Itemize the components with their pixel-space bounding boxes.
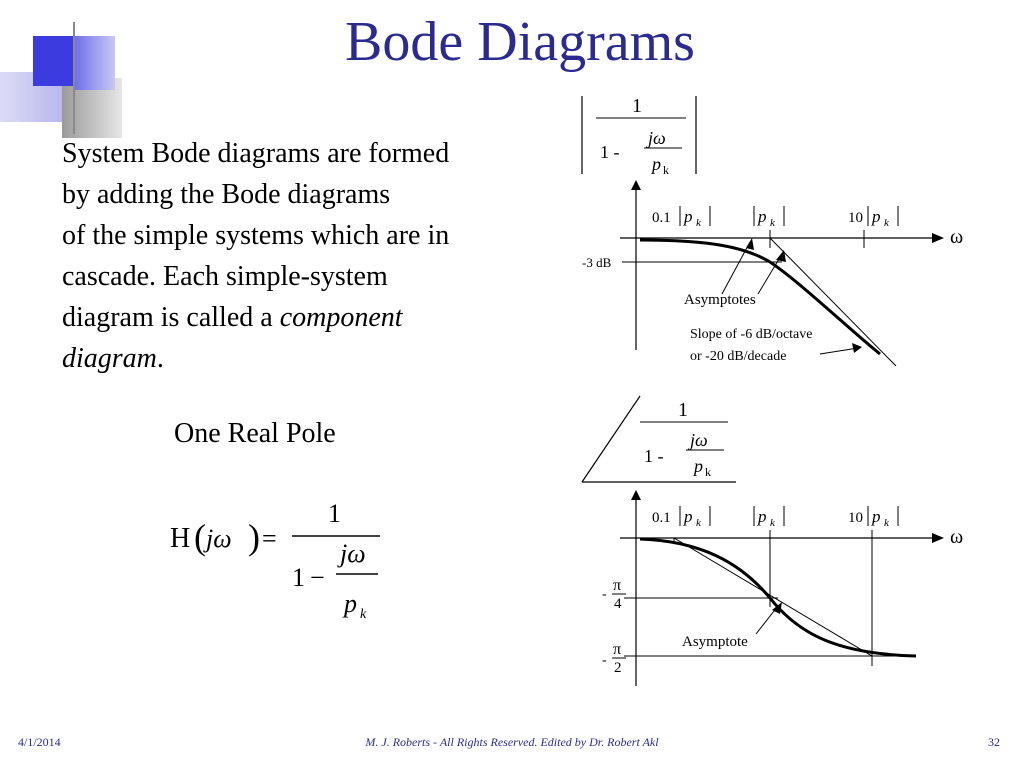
annotation-arrowhead bbox=[852, 343, 862, 353]
annotation-arrow bbox=[820, 348, 858, 354]
y-axis-arrow bbox=[631, 490, 641, 500]
body-text: diagram is called a bbox=[62, 302, 280, 333]
phase-minus: - bbox=[602, 653, 607, 668]
footer-date: 4/1/2014 bbox=[18, 735, 61, 749]
x-axis-arrow bbox=[932, 233, 944, 243]
tick-k: k bbox=[770, 217, 775, 229]
phase-bode-plot bbox=[560, 392, 980, 688]
tick-label: 10 bbox=[848, 510, 863, 526]
header-numerator: 1 bbox=[678, 399, 688, 421]
footer-credit: M. J. Roberts - All Rights Reserved. Edited by Dr. Robert Akl bbox=[365, 735, 659, 749]
formula-p: p bbox=[344, 589, 357, 618]
body-line bbox=[62, 297, 582, 338]
phase-pi: π bbox=[613, 577, 622, 594]
x-axis-arrow bbox=[932, 533, 944, 543]
tick-k: k bbox=[884, 217, 889, 229]
tick-label: 10 bbox=[848, 210, 863, 226]
body-paragraph bbox=[62, 133, 582, 379]
formula-paren: ( bbox=[194, 517, 206, 557]
header-k: k bbox=[705, 465, 711, 479]
body-line: of the simple systems which are in bbox=[62, 220, 450, 251]
header-k: k bbox=[663, 163, 669, 177]
formula-numerator: 1 bbox=[328, 499, 341, 528]
body-line: cascade. Each simple-system bbox=[62, 261, 388, 292]
tick-k: k bbox=[696, 517, 701, 529]
slope-label: Slope of -6 dB/octave bbox=[690, 327, 813, 342]
asymptotes-label: Asymptotes bbox=[684, 292, 756, 308]
page-number: 32 bbox=[988, 735, 1000, 749]
formula-subscript: k bbox=[360, 607, 367, 622]
formula-jw: jω bbox=[340, 539, 366, 568]
emphasis-text: component bbox=[279, 302, 403, 333]
formula-lhs: H bbox=[170, 523, 191, 554]
tick-p: p bbox=[684, 507, 693, 526]
header-p: p bbox=[694, 456, 703, 476]
slide-title: Bode Diagrams bbox=[345, 11, 695, 73]
tick-p: p bbox=[758, 507, 767, 526]
body-line: by adding the Bode diagrams bbox=[62, 179, 391, 210]
annotation-arrowhead bbox=[746, 238, 754, 250]
formula-one: 1 bbox=[292, 563, 305, 592]
tick-k: k bbox=[696, 217, 701, 229]
asymptote-label: Asymptote bbox=[682, 634, 748, 650]
phase-denominator: 4 bbox=[614, 596, 622, 612]
body-line bbox=[62, 338, 582, 379]
section-label: One Real Pole bbox=[174, 418, 336, 449]
header-jw: jω bbox=[648, 128, 666, 148]
omega-label: ω bbox=[950, 526, 964, 548]
header-one-minus: 1 - bbox=[600, 142, 620, 162]
emphasis-text: diagram bbox=[62, 343, 157, 374]
slope-label: or -20 dB/decade bbox=[690, 349, 787, 364]
y-axis-arrow bbox=[631, 180, 641, 190]
header-one-minus: 1 - bbox=[644, 446, 664, 466]
tick-p: p bbox=[684, 207, 693, 226]
header-p: p bbox=[652, 154, 661, 174]
phase-pi: π bbox=[613, 641, 622, 658]
tick-label: 0.1 bbox=[652, 210, 671, 226]
tick-p: p bbox=[872, 207, 881, 226]
angle-symbol bbox=[582, 396, 640, 482]
header-jw: jω bbox=[690, 430, 708, 450]
header-numerator: 1 bbox=[632, 95, 642, 117]
annotation-arrowhead bbox=[776, 250, 786, 262]
tick-p: p bbox=[758, 207, 767, 226]
transfer-function-formula bbox=[168, 492, 408, 632]
phase-denominator: 2 bbox=[614, 660, 622, 676]
body-line: System Bode diagrams are formed bbox=[62, 138, 450, 169]
tick-k: k bbox=[884, 517, 889, 529]
tick-k: k bbox=[770, 517, 775, 529]
formula-paren: ) bbox=[248, 517, 260, 557]
tick-label: 0.1 bbox=[652, 510, 671, 526]
omega-label: ω bbox=[950, 226, 964, 248]
body-text: . bbox=[156, 343, 164, 374]
formula-arg: jω bbox=[206, 524, 232, 553]
db-label: -3 dB bbox=[582, 255, 612, 270]
phase-minus: - bbox=[602, 587, 607, 602]
magnitude-bode-plot bbox=[560, 92, 980, 374]
tick-p: p bbox=[872, 507, 881, 526]
formula-equals: = bbox=[262, 524, 277, 553]
formula-minus: − bbox=[310, 563, 325, 592]
